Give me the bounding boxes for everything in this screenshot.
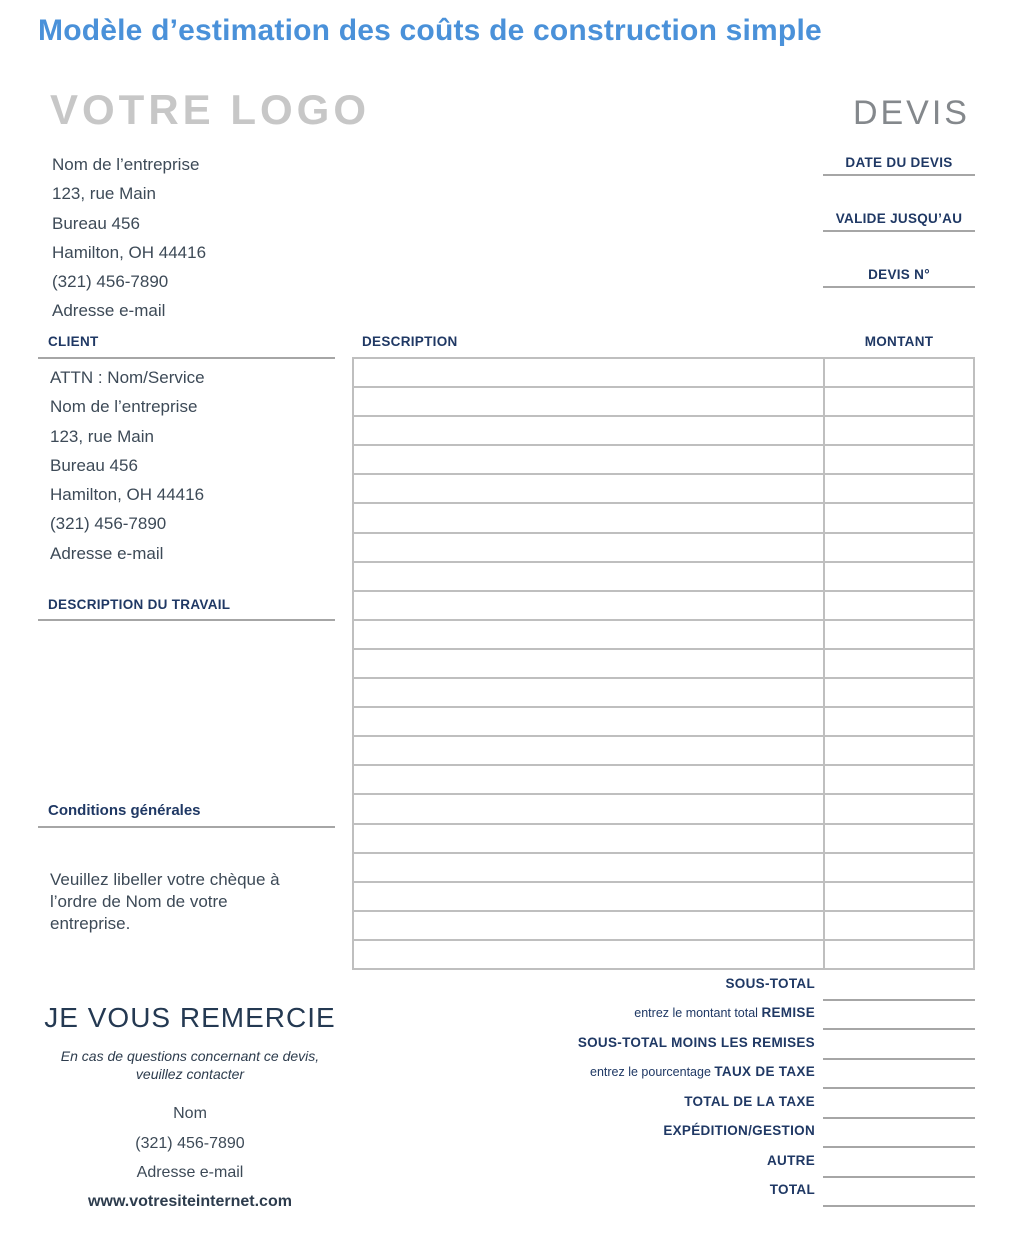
total-amount-cell[interactable] (823, 1001, 975, 1031)
quote-field[interactable] (823, 152, 975, 176)
line-items-table (352, 357, 975, 970)
totals-section (352, 971, 975, 1207)
total-row (352, 1148, 975, 1178)
company-info-line: Bureau 456 (52, 213, 140, 233)
total-amount-cell[interactable] (823, 1089, 975, 1119)
total-row-label (352, 1122, 823, 1148)
line-item-description-cell[interactable] (354, 737, 823, 764)
line-item-row (354, 446, 973, 475)
line-item-row (354, 941, 973, 968)
line-item-amount-cell[interactable] (823, 766, 973, 793)
total-row (352, 1060, 975, 1090)
total-row-name: AUTRE (767, 1152, 815, 1168)
contact-line: Adresse e-mail (136, 1164, 244, 1181)
total-row-label (352, 1034, 823, 1060)
line-item-amount-cell[interactable] (823, 621, 973, 648)
line-item-amount-cell[interactable] (823, 388, 973, 415)
line-item-description-cell[interactable] (354, 475, 823, 502)
line-item-row (354, 825, 973, 854)
line-item-description-cell[interactable] (354, 825, 823, 852)
line-item-row (354, 854, 973, 883)
line-item-amount-cell[interactable] (823, 417, 973, 444)
work-description-section (38, 597, 335, 791)
company-info-line: 123, rue Main (52, 184, 156, 204)
line-item-row (354, 708, 973, 737)
line-item-description-cell[interactable] (354, 446, 823, 473)
doc-type-label: DEVIS (852, 94, 970, 132)
line-item-row (354, 592, 973, 621)
quote-meta-fields (823, 152, 975, 320)
line-item-amount-cell[interactable] (823, 504, 973, 531)
line-item-row (354, 737, 973, 766)
total-row-hint-text: entrez le montant total (634, 1006, 762, 1020)
thank-you-title: JE VOUS REMERCIE (44, 1002, 336, 1033)
quote-field-value (899, 229, 900, 230)
quote-field-label: DATE DU DEVIS (845, 155, 953, 170)
quote-field-label: DEVIS N° (868, 267, 930, 282)
total-row-label (352, 1004, 823, 1030)
terms-heading: Conditions générales (48, 802, 201, 819)
line-item-description-cell[interactable] (354, 679, 823, 706)
total-row-label (352, 1063, 823, 1089)
company-info-line: Hamilton, OH 44416 (52, 242, 207, 262)
total-row-hint-text: entrez le pourcentage (590, 1065, 715, 1079)
quote-field[interactable] (823, 264, 975, 288)
contact-line: Nom (173, 1105, 207, 1122)
payment-instruction-note: Veuillez libeller votre chèque à l’ordre de Nom de votre entreprise. (50, 870, 280, 933)
work-description-heading: DESCRIPTION DU TRAVAIL (48, 597, 231, 612)
line-item-row (354, 650, 973, 679)
line-item-amount-cell[interactable] (823, 795, 973, 822)
logo-placeholder: VOTRE LOGO (50, 86, 371, 133)
company-info-line: (321) 456-7890 (52, 272, 169, 292)
client-info-block (38, 359, 335, 568)
line-item-description-cell[interactable] (354, 388, 823, 415)
line-item-amount-cell[interactable] (823, 737, 973, 764)
line-item-row (354, 766, 973, 795)
line-item-row (354, 388, 973, 417)
total-amount-cell[interactable] (823, 1119, 975, 1149)
total-row-name: EXPÉDITION/GESTION (663, 1123, 815, 1138)
website-text: www.votresiteinternet.com (88, 1192, 292, 1210)
line-item-row (354, 621, 973, 650)
line-item-amount-cell[interactable] (823, 825, 973, 852)
line-item-description-cell[interactable] (354, 621, 823, 648)
line-item-amount-cell[interactable] (823, 912, 973, 939)
total-row-name: TOTAL DE LA TAXE (684, 1093, 815, 1109)
line-item-amount-cell[interactable] (823, 941, 973, 968)
line-item-row (354, 883, 973, 912)
total-row-label (352, 1152, 823, 1178)
total-row-label (352, 975, 823, 1001)
line-item-amount-cell[interactable] (823, 708, 973, 735)
line-item-amount-cell[interactable] (823, 563, 973, 590)
total-row-label (352, 1181, 823, 1207)
line-item-amount-cell[interactable] (823, 534, 973, 561)
line-item-amount-cell[interactable] (823, 650, 973, 677)
line-item-amount-cell[interactable] (823, 446, 973, 473)
line-item-description-cell[interactable] (354, 592, 823, 619)
total-amount-cell[interactable] (823, 971, 975, 1001)
total-row-name: TOTAL (769, 1182, 815, 1197)
line-item-row (354, 475, 973, 504)
line-item-description-cell[interactable] (354, 650, 823, 677)
contact-line: (321) 456-7890 (135, 1134, 245, 1152)
client-section (38, 334, 335, 568)
total-row (352, 971, 975, 1001)
quote-field-label: VALIDE JUSQU’AU (835, 211, 963, 226)
thank-you-subtitle: En cas de questions concernant ce devis, veuillez contacter (60, 1048, 320, 1082)
line-item-row (354, 534, 973, 563)
company-info-line: Adresse e-mail (52, 301, 166, 321)
line-item-amount-cell[interactable] (823, 854, 973, 881)
total-row-name: TAUX DE TAXE (714, 1064, 815, 1079)
line-item-description-cell[interactable] (354, 359, 823, 386)
line-item-amount-cell[interactable] (823, 592, 973, 619)
client-info-line: 123, rue Main (50, 426, 154, 446)
line-item-description-cell[interactable] (354, 854, 823, 881)
page-title: Modèle d’estimation des coûts de construction simple (38, 14, 822, 47)
total-row-label (352, 1093, 823, 1119)
total-row (352, 1001, 975, 1031)
total-row (352, 1178, 975, 1208)
client-info-line: Adresse e-mail (50, 543, 164, 563)
line-item-description-cell[interactable] (354, 534, 823, 561)
terms-heading-rule (38, 826, 335, 828)
thank-you-block (40, 1002, 340, 1211)
work-description-input-area[interactable] (38, 621, 335, 791)
line-item-row (354, 912, 973, 941)
company-info-block (52, 150, 206, 326)
total-row-name: SOUS-TOTAL MOINS LES REMISES (577, 1034, 815, 1050)
line-item-description-cell[interactable] (354, 563, 823, 590)
client-info-line: Nom de l’entreprise (50, 397, 198, 417)
line-item-description-cell[interactable] (354, 708, 823, 735)
line-item-description-cell[interactable] (354, 912, 823, 939)
line-item-description-cell[interactable] (354, 504, 823, 531)
line-item-amount-cell[interactable] (823, 475, 973, 502)
line-item-amount-cell[interactable] (823, 883, 973, 910)
total-amount-cell[interactable] (823, 1148, 975, 1178)
line-item-description-cell[interactable] (354, 941, 823, 968)
terms-section (38, 802, 335, 828)
quote-field[interactable] (823, 208, 975, 232)
column-header-description: DESCRIPTION (362, 334, 458, 349)
total-row-name: SOUS-TOTAL (725, 975, 815, 991)
client-heading: CLIENT (48, 334, 99, 349)
company-info-line: Nom de l’entreprise (52, 155, 200, 174)
line-item-row (354, 359, 973, 388)
client-info-line: ATTN : Nom/Service (50, 368, 205, 387)
line-item-row (354, 795, 973, 824)
line-item-row (354, 563, 973, 592)
line-item-row (354, 679, 973, 708)
quote-field-value (899, 285, 900, 286)
total-amount-cell[interactable] (823, 1178, 975, 1208)
total-row (352, 1119, 975, 1149)
total-amount-cell[interactable] (823, 1060, 975, 1090)
quote-field-value (899, 173, 900, 174)
line-item-description-cell[interactable] (354, 417, 823, 444)
total-amount-cell[interactable] (823, 1030, 975, 1060)
line-item-description-cell[interactable] (354, 883, 823, 910)
contact-block (40, 1099, 340, 1188)
line-item-row (354, 504, 973, 533)
line-item-row (354, 417, 973, 446)
line-item-description-cell[interactable] (354, 795, 823, 822)
line-item-description-cell[interactable] (354, 766, 823, 793)
client-info-line: Hamilton, OH 44416 (50, 485, 205, 505)
column-header-amount: MONTANT (864, 334, 934, 349)
client-info-line: Bureau 456 (50, 455, 138, 475)
client-info-line: (321) 456-7890 (50, 514, 167, 534)
total-row (352, 1030, 975, 1060)
line-item-amount-cell[interactable] (823, 359, 973, 386)
line-item-amount-cell[interactable] (823, 679, 973, 706)
total-row-name: REMISE (761, 1005, 815, 1020)
total-row (352, 1089, 975, 1119)
